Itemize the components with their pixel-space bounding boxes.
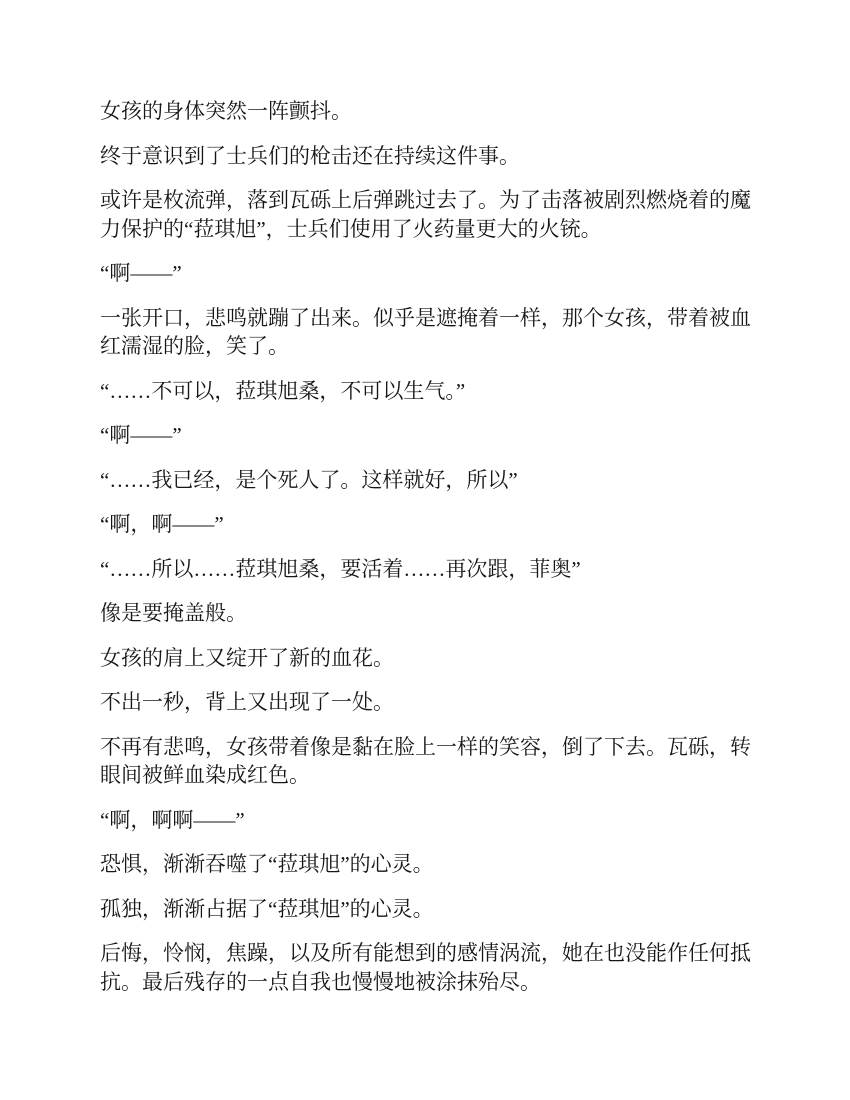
text-line: 力保护的“菈琪旭”，士兵们使用了火药量更大的火铳。 (100, 216, 602, 241)
paragraph (100, 644, 760, 673)
paragraph (100, 939, 760, 996)
paragraph (100, 688, 760, 717)
text-line: 女孩的身体突然一阵颤抖。 (100, 99, 352, 123)
paragraph (100, 555, 760, 584)
text-line: 终于意识到了士兵们的枪击还在持续这件事。 (100, 143, 520, 168)
paragraph (100, 97, 760, 126)
paragraph (100, 377, 760, 406)
paragraph (100, 806, 760, 835)
text-line: 女孩的肩上又绽开了新的血花。 (100, 645, 394, 670)
paragraph (100, 186, 760, 243)
text-line: 像是要掩盖般。 (100, 601, 247, 625)
paragraph (100, 142, 760, 171)
paragraph (100, 599, 760, 628)
text-line: 一张开口，悲鸣就蹦了出来。似乎是遮掩着一样，那个女孩，带着被血 (100, 305, 751, 330)
text-line: 抗。最后残存的一点自我也慢慢地被涂抹殆尽。 (100, 969, 541, 994)
text-line: 不再有悲鸣，女孩带着像是黏在脸上一样的笑容，倒了下去。瓦砾，转 (100, 734, 751, 759)
text-line: “啊，啊——” (100, 512, 224, 536)
text-line: 不出一秒，背上又出现了一处。 (100, 690, 394, 714)
text-line: 眼间被鲜血染成红色。 (100, 763, 310, 787)
text-line: 或许是枚流弹，落到瓦砾上后弹跳过去了。为了击落被剧烈燃烧着的魔 (100, 188, 751, 212)
text-block (100, 97, 760, 996)
text-line: 恐惧，渐渐吞噬了“菈琪旭”的心灵。 (100, 852, 434, 876)
paragraph (100, 421, 760, 450)
text-line: 后悔，怜悯，焦躁，以及所有能想到的感情涡流，她在也没能作任何抵 (100, 941, 751, 965)
paragraph (100, 895, 760, 924)
paragraph (100, 259, 760, 288)
text-line: “……所以……菈琪旭桑，要活着……再次跟，菲奥” (100, 556, 581, 581)
text-line: “啊，啊啊——” (100, 807, 245, 832)
paragraph (100, 733, 760, 790)
text-line: “啊——” (100, 261, 182, 285)
paragraph (100, 304, 760, 361)
paragraph (100, 850, 760, 879)
paragraph (100, 466, 760, 495)
paragraph (100, 510, 760, 539)
text-line: 红濡湿的脸，笑了。 (100, 334, 289, 358)
text-line: “……不可以，菈琪旭桑，不可以生气。” (100, 378, 466, 403)
text-line: 孤独，渐渐占据了“菈琪旭”的心灵。 (100, 896, 434, 921)
text-line: “啊——” (100, 423, 182, 447)
text-line: “……我已经，是个死人了。这样就好，所以” (100, 467, 518, 492)
